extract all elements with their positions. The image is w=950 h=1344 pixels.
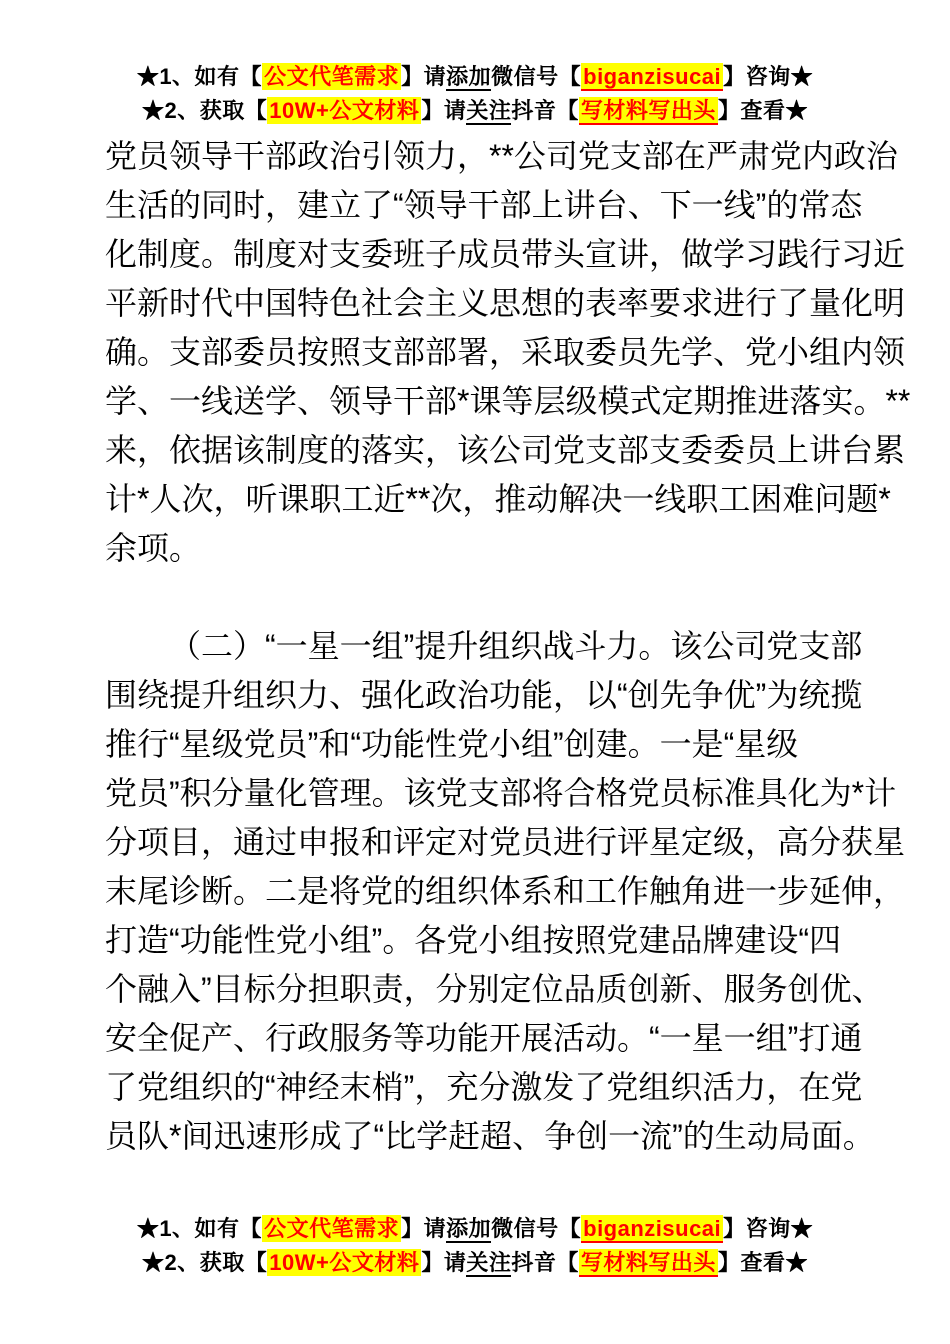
promo-douyin-id: 写材料写出头 [580,98,716,123]
body-line: 围绕提升组织力、强化政治功能，以“创先争优”为统揽 [105,677,863,713]
promo-text: 】查看★ [717,98,808,123]
promo-text: ★1、如有【 [136,64,263,89]
promo-highlight-materials: 10W+公文材料 [269,1250,420,1275]
body-line: 员队*间迅速形成了“比学赶超、争创一流”的生动局面。 [105,1118,875,1154]
body-line: 平新时代中国特色社会主义思想的表率要求进行了量化明 [105,285,906,321]
promo-douyin-id: 写材料写出头 [580,1250,716,1275]
promo-footer-line1 [0,1212,950,1246]
promo-header-line1 [0,60,950,94]
promo-text: ★1、如有【 [136,1216,263,1241]
body-line: 分项目，通过申报和评定对党员进行评星定级，高分获星 [105,824,906,860]
promo-header [0,60,950,128]
promo-wechat-id: biganzisucai [583,64,722,89]
promo-text: 】请 [421,98,467,123]
body-line: 来，依据该制度的落实，该公司党支部支委委员上讲台累 [105,432,906,468]
body-line: 个融入”目标分担职责，分别定位品质创新、服务创优、 [105,971,884,1007]
body-line: 了党组织的“神经末梢”，充分激发了党组织活力，在党 [105,1069,863,1105]
promo-footer [0,1212,950,1280]
promo-underline-follow: 关注 [466,1250,512,1275]
body-line: 安全促产、行政服务等功能开展活动。“一星一组”打通 [105,1020,863,1056]
promo-text: 微信号【 [491,64,582,89]
promo-text: 】请 [421,1250,467,1275]
body-line-section-heading: （二）“一星一组”提升组织战斗力。该公司党支部 [169,628,863,664]
promo-highlight-materials: 10W+公文材料 [269,98,420,123]
body-line: 末尾诊断。二是将党的组织体系和工作触角进一步延伸， [105,873,906,909]
promo-highlight-service: 公文代笔需求 [264,64,400,89]
promo-text: ★2、获取【 [142,98,268,123]
body-line: 生活的同时，建立了“领导干部上讲台、下一线”的常态 [105,187,863,223]
promo-underline-add: 添加 [446,1216,492,1241]
promo-underline-add: 添加 [446,64,492,89]
body-line: 确。支部委员按照支部部署，采取委员先学、党小组内领 [105,334,906,370]
body-line: 余项。 [105,530,202,566]
body-line: 学、一线送学、领导干部*课等层级模式定期推进落实。** [105,383,911,419]
promo-text: ★2、获取【 [142,1250,268,1275]
promo-highlight-service: 公文代笔需求 [264,1216,400,1241]
promo-header-line2 [0,94,950,128]
promo-text: 】咨询★ [723,1216,814,1241]
body-line: 党员领导干部政治引领力，**公司党支部在严肃党内政治 [105,138,898,174]
promo-text: 抖音【 [511,1250,579,1275]
promo-text: 抖音【 [511,98,579,123]
promo-text: 】咨询★ [723,64,814,89]
promo-text: 微信号【 [491,1216,582,1241]
body-line: 打造“功能性党小组”。各党小组按照党建品牌建设“四 [105,922,841,958]
promo-footer-line2 [0,1246,950,1280]
body-line: 推行“星级党员”和“功能性党小组”创建。一是“星级 [105,726,799,762]
promo-text: 】请 [401,1216,447,1241]
promo-underline-follow: 关注 [466,98,512,123]
document-body [105,132,911,1161]
body-line: 化制度。制度对支委班子成员带头宣讲，做学习践行习近 [105,236,906,272]
promo-text: 】请 [401,64,447,89]
blank-line [105,573,867,622]
body-line: 计*人次，听课职工近**次，推动解决一线职工困难问题* [105,481,891,517]
body-line: 党员”积分量化管理。该党支部将合格党员标准具化为*计 [105,775,897,811]
promo-wechat-id: biganzisucai [583,1216,722,1241]
promo-text: 】查看★ [717,1250,808,1275]
